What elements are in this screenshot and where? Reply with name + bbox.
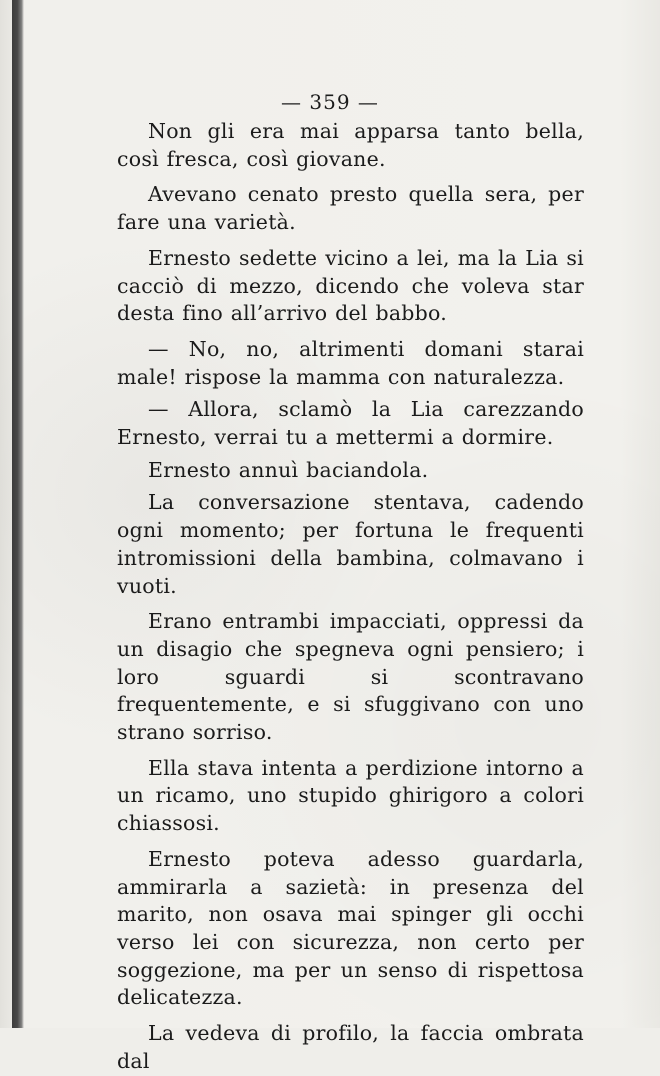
paragraph-4: — No, no, altrimenti domani starai male! rispose la mamma con naturalezza. (117, 336, 584, 389)
page-body-text (117, 118, 584, 1076)
paragraph-8: Erano entrambi impacciati, oppressi da un disagio che spegneva ogni pensiero; i loro sguardi si scontravano frequentemente, e si sfuggivano con uno strano sorriso. (117, 609, 584, 745)
paragraph-2: Avevano cenato presto quella sera, per fare una varietà. (117, 182, 584, 235)
paragraph-7: La conversazione stentava, cadendo ogni momento; per fortuna le frequenti intromissioni della bambina, colmavano i vuoti. (117, 490, 584, 598)
paragraph-10: Ernesto poteva adesso guardarla, ammirarla a sazietà: in presenza del marito, non osava mai spinger gli occhi verso lei con sicurezza, non certo per soggezione, ma per un senso di rispettosa delicatezza. (117, 846, 584, 1010)
paragraph-5: — Allora, sclamò la Lia carezzando Ernesto, verrai tu a mettermi a dormire. (117, 397, 584, 450)
page-number: — 359 — (281, 90, 379, 114)
paragraph-1: Non gli era mai apparsa tanto bella, così fresca, così giovane. (117, 119, 584, 171)
paragraph-9: Ella stava intenta a perdizione intorno a un ricamo, uno stupido ghirigoro a colori chiassosi. (117, 755, 584, 836)
paragraph-6: Ernesto annuì baciandola. (148, 457, 429, 482)
paragraph-11: La vedeva di profilo, la faccia ombrata dal (117, 1021, 584, 1073)
book-binding-edge (12, 0, 24, 1028)
paragraph-3: Ernesto sedette vicino a lei, ma la Lia si cacciò di mezzo, dicendo che voleva star desta fino all’arrivo del babbo. (117, 245, 584, 326)
